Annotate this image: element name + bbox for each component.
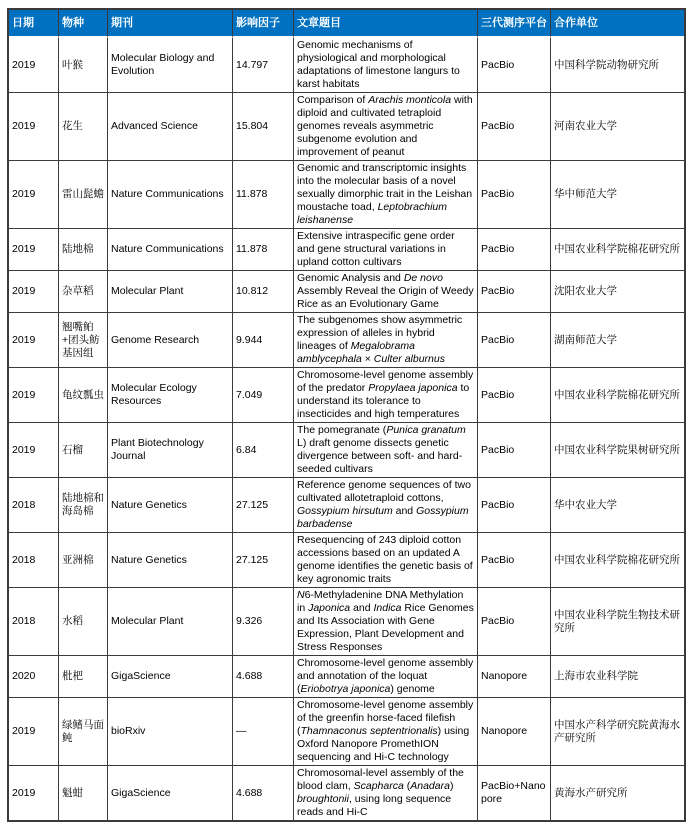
table-row — [9, 588, 684, 656]
cell-journal: Molecular Ecology Resources — [108, 368, 233, 423]
cell-title — [294, 368, 478, 423]
title-segment: to understand its tolerance to insecticides and high temperatures — [297, 382, 470, 420]
title-segment: ) genome — [390, 683, 435, 695]
table-body — [9, 38, 684, 820]
cell-species: 龟纹瓢虫 — [59, 368, 108, 423]
title-segment: with diploid and cultivated tetraploid genomes reveals asymmetric subgenome evolution and improvement of peanut — [297, 94, 473, 158]
cell-title — [294, 766, 478, 820]
title-italic-segment: Megalobrama amblycephala — [297, 340, 415, 365]
cell-date: 2019 — [9, 766, 59, 820]
cell-species: 石榴 — [59, 423, 108, 478]
title-italic-segment: Culter alburnus — [373, 353, 445, 365]
cell-partner: 上海市农业科学院 — [551, 656, 684, 698]
title-segment: ( — [403, 780, 411, 792]
title-italic-segment: De novo — [403, 272, 443, 284]
cell-partner: 中国农业科学院棉花研究所 — [551, 368, 684, 423]
title-segment: Genomic and transcriptomic insights into the molecular basis of a novel sexually dimorphic trait in the Leishan moustache toad, — [297, 162, 473, 213]
table-header — [9, 10, 684, 38]
title-segment: Genomic Analysis and — [297, 272, 404, 284]
cell-impact-factor: 10.812 — [233, 271, 294, 313]
title-segment: The subgenomes show asymmetric expression of alleles in hybrid lineages of — [297, 314, 463, 352]
cell-platform: PacBio — [478, 588, 551, 656]
title-italic-segment: Anadara — [410, 780, 450, 792]
title-segment: ) — [449, 780, 454, 792]
title-italic-segment: Gossypium hirsutum — [297, 505, 393, 517]
cell-title — [294, 38, 478, 93]
cell-partner: 中国水产科学研究院黄海水产研究所 — [551, 698, 684, 766]
cell-date: 2019 — [9, 161, 59, 229]
cell-title — [294, 93, 478, 161]
table-row — [9, 368, 684, 423]
cell-species: 枇杷 — [59, 656, 108, 698]
cell-journal: Genome Research — [108, 313, 233, 368]
cell-impact-factor: 14.797 — [233, 38, 294, 93]
cell-impact-factor: 27.125 — [233, 533, 294, 588]
cell-title — [294, 533, 478, 588]
cell-partner: 黄海水产研究所 — [554, 786, 628, 799]
header-row — [9, 10, 684, 38]
cell-partner: 湖南师范大学 — [551, 313, 684, 368]
cell-species: 陆地棉和海岛棉 — [59, 478, 108, 533]
cell-journal: GigaScience — [108, 766, 233, 820]
cell-journal: Nature Communications — [108, 161, 233, 229]
cell-date: 2020 — [9, 656, 59, 698]
table-row — [9, 229, 684, 271]
cell-title — [294, 229, 478, 271]
cell-species: 翘嘴鲌+团头鲂基因组 — [59, 313, 108, 368]
table-row — [9, 478, 684, 533]
cell-impact-factor: 11.878 — [233, 161, 294, 229]
cell-species: 绿鳍马面鲀 — [59, 698, 108, 766]
header-article-title: 文章题目 — [294, 10, 478, 38]
table-row — [9, 161, 684, 229]
cell-date: 2019 — [9, 368, 59, 423]
title-italic-segment: Indica — [373, 602, 402, 614]
cell-impact-factor: 9.326 — [233, 588, 294, 656]
cell-partner: 中国农业科学院果树研究所 — [551, 423, 684, 478]
cell-date: 2018 — [9, 478, 59, 533]
cell-date: 2018 — [9, 533, 59, 588]
cell-title — [294, 423, 478, 478]
title-italic-segment: broughtonii — [297, 793, 349, 805]
title-italic-segment: Arachis monticola — [368, 94, 452, 106]
cell-platform: PacBio — [478, 423, 551, 478]
table-row — [9, 698, 684, 766]
cell-platform: PacBio — [478, 478, 551, 533]
cell-species: 魁蚶 — [59, 766, 108, 820]
header-impact-factor: 影响因子 — [233, 10, 294, 38]
title-italic-segment: Thamnaconus septentrionalis — [300, 725, 438, 737]
title-segment: and — [392, 505, 417, 517]
cell-partner: 中国农业科学院生物技术研究所 — [551, 588, 684, 656]
cell-impact-factor: 9.944 — [233, 313, 294, 368]
cell-date: 2019 — [9, 313, 59, 368]
cell-partner: 中国农业科学院棉花研究所 — [551, 229, 684, 271]
cell-partner: 中国农业科学院棉花研究所 — [551, 533, 684, 588]
header-date: 日期 — [9, 10, 59, 38]
title-italic-segment: N — [297, 589, 305, 601]
cell-platform: PacBio — [478, 93, 551, 161]
title-segment: The pomegranate ( — [297, 424, 387, 436]
cell-title — [294, 588, 478, 656]
cell-platform: Nanopore — [478, 698, 551, 766]
cell-title — [294, 656, 478, 698]
cell-species: 花生 — [59, 93, 108, 161]
cell-platform: PacBio — [478, 229, 551, 271]
cell-platform: Nanopore — [478, 656, 551, 698]
title-italic-segment: Gossypium barbadense — [297, 505, 469, 530]
cell-impact-factor: 15.804 — [233, 93, 294, 161]
title-segment: Resequencing of 243 diploid cotton accessions based on an updated A genome identifies the genetic basis of key agronomic traits — [297, 534, 473, 585]
cell-date: 2019 — [9, 423, 59, 478]
header-journal: 期刊 — [108, 10, 233, 38]
cell-date: 2019 — [9, 38, 59, 93]
title-segment: Chromosome-level genome assembly of the predator — [297, 369, 474, 394]
cell-journal: Nature Genetics — [108, 478, 233, 533]
cell-title — [294, 161, 478, 229]
table-row — [9, 423, 684, 478]
header-partner-institution: 合作单位 — [551, 10, 684, 38]
title-segment: Assembly Reveal the Origin of Weedy Rice as an Evolutionary Game — [297, 285, 474, 310]
header-sequencing-platform: 三代测序平台 — [478, 10, 551, 38]
cell-journal: Molecular Plant — [108, 271, 233, 313]
title-segment: L) draft genome dissects genetic divergence between soft- and hard-seeded cultivars — [297, 437, 463, 475]
title-segment: Genomic mechanisms of physiological and morphological adaptations of limestone langurs to karst habitats — [297, 39, 460, 90]
title-italic-segment: Punica granatum — [386, 424, 466, 436]
cell-journal: Molecular Plant — [108, 588, 233, 656]
cell-title — [294, 478, 478, 533]
title-italic-segment: Propylaea japonica — [368, 382, 458, 394]
cell-date: 2019 — [9, 698, 59, 766]
cell-journal: Nature Genetics — [108, 533, 233, 588]
cell-journal: bioRxiv — [108, 698, 233, 766]
cell-platform: PacBio — [478, 271, 551, 313]
cell-species: 杂草稻 — [59, 271, 108, 313]
title-segment: Chromosomal-level assembly of the blood clam, — [297, 767, 464, 792]
table-row — [9, 533, 684, 588]
table-row — [9, 766, 684, 820]
cell-title — [294, 698, 478, 766]
cell-platform: PacBio — [478, 38, 551, 93]
header-species: 物种 — [59, 10, 108, 38]
cell-title — [294, 313, 478, 368]
cell-journal: Plant Biotechnology Journal — [108, 423, 233, 478]
cell-date: 2019 — [9, 229, 59, 271]
cell-impact-factor: 27.125 — [233, 478, 294, 533]
title-segment: Chromosome-level genome assembly of the greenfin horse-faced filefish ( — [297, 699, 474, 737]
cell-title — [294, 271, 478, 313]
title-segment: Comparison of — [297, 94, 369, 106]
cell-species: 亚洲棉 — [59, 533, 108, 588]
publications-table — [7, 8, 686, 822]
title-italic-segment: Leptobrachium leishanense — [297, 201, 448, 226]
table-row — [9, 93, 684, 161]
cell-platform: PacBio+Nanopore — [478, 766, 551, 820]
title-italic-segment: Scapharca — [353, 780, 404, 792]
title-segment: , using long sequence reads and Hi-C — [297, 793, 452, 818]
cell-species: 叶猴 — [59, 38, 108, 93]
title-segment: and — [350, 602, 374, 614]
cell-impact-factor: 7.049 — [233, 368, 294, 423]
title-segment: ) using Oxford Nanopore PromethION sequencing and Hi-C technology — [297, 725, 470, 763]
cell-platform: PacBio — [478, 368, 551, 423]
title-segment: Extensive intraspecific gene order and gene structural variations in upland cotton cultivars — [297, 230, 455, 268]
cell-impact-factor: 6.84 — [233, 423, 294, 478]
cell-species: 雷山髭蟾 — [59, 161, 108, 229]
cell-platform: PacBio — [478, 161, 551, 229]
title-segment: Chromosome-level genome assembly and annotation of the loquat ( — [297, 657, 474, 695]
cell-date: 2019 — [9, 93, 59, 161]
title-segment: Rice Genomes and Its Association with Gene Expression, Plant Development and Stress Responses — [297, 602, 474, 653]
cell-impact-factor: 11.878 — [233, 229, 294, 271]
table-row — [9, 313, 684, 368]
cell-impact-factor: 4.688 — [233, 656, 294, 698]
cell-platform: PacBio — [478, 533, 551, 588]
cell-journal: Molecular Biology and Evolution — [108, 38, 233, 93]
title-italic-segment: Eriobotrya japonica — [300, 683, 391, 695]
cell-impact-factor: 4.688 — [233, 766, 294, 820]
title-segment: × — [361, 353, 374, 365]
cell-date: 2018 — [9, 588, 59, 656]
title-segment: Reference genome sequences of two cultivated allotetraploid cottons, — [297, 479, 471, 504]
cell-platform: PacBio — [478, 313, 551, 368]
table-row — [9, 271, 684, 313]
cell-journal: Advanced Science — [108, 93, 233, 161]
cell-species: 陆地棉 — [59, 229, 108, 271]
cell-partner: 沈阳农业大学 — [551, 271, 684, 313]
cell-species: 水稻 — [59, 588, 108, 656]
cell-partner: 河南农业大学 — [551, 93, 684, 161]
title-italic-segment: Japonica — [308, 602, 351, 614]
cell-partner: 华中师范大学 — [551, 161, 684, 229]
title-segment: 6-Methyladenine DNA Methylation in — [297, 589, 464, 614]
table-row — [9, 656, 684, 698]
cell-journal: GigaScience — [108, 656, 233, 698]
table-row — [9, 38, 684, 93]
cell-date: 2019 — [9, 271, 59, 313]
cell-journal: Nature Communications — [108, 229, 233, 271]
cell-partner: 中国科学院动物研究所 — [551, 38, 684, 93]
cell-partner: 华中农业大学 — [551, 478, 684, 533]
cell-impact-factor: — — [233, 698, 294, 766]
